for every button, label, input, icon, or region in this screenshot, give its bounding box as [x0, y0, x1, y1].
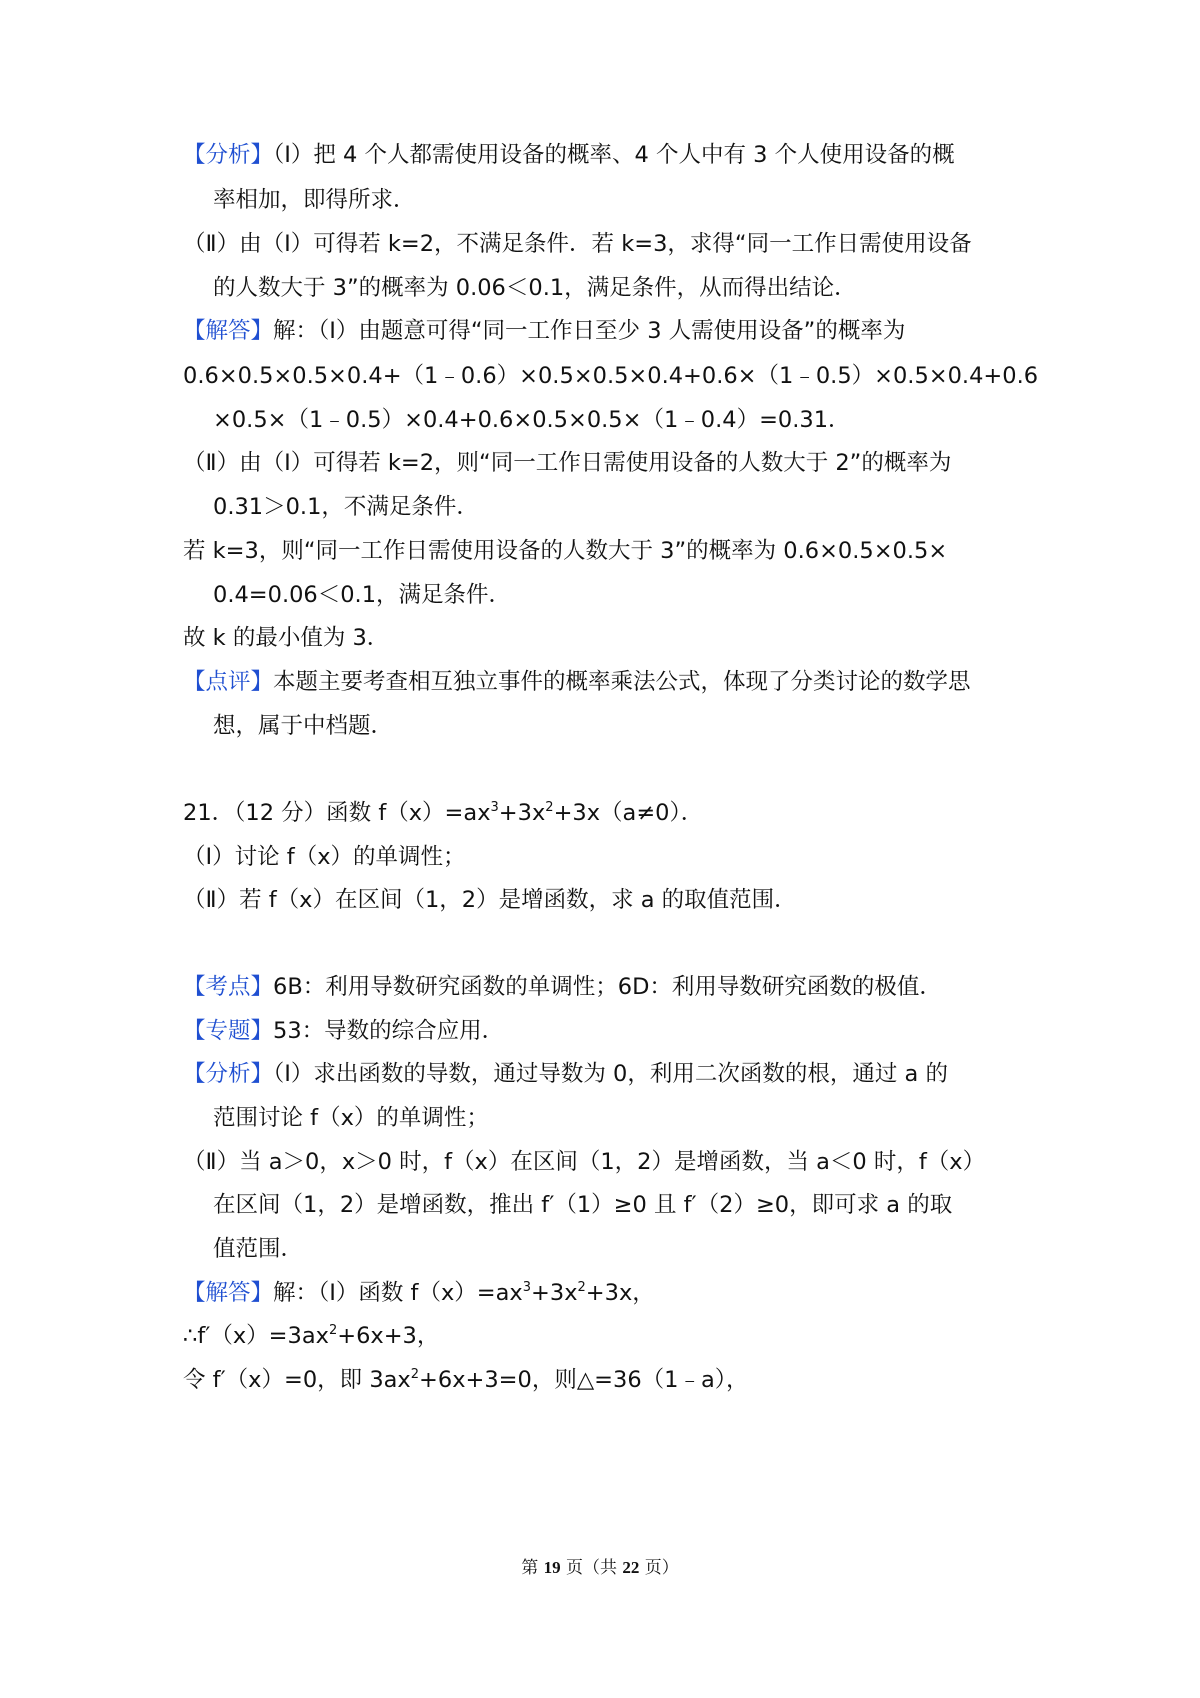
text: （Ⅰ）把 4 个人都需使用设备的概率、4 个人中有 3 个人使用设备的概	[273, 142, 955, 168]
solution-line-6: 若 k=3，则“同一工作日需使用设备的人数大于 3”的概率为 0.6×0.5×0.5×	[183, 538, 948, 564]
current-page-number: 19	[543, 1558, 561, 1577]
analysis-line-1	[183, 139, 955, 171]
kaodian-line	[183, 971, 942, 1003]
q21-solution-line-3	[183, 1364, 749, 1396]
analysis-line-3: （Ⅱ）由（Ⅰ）可得若 k=2，不满足条件．若 k=3，求得“同一工作日需使用设备	[183, 231, 972, 257]
analysis-tag: 【分析】	[183, 142, 274, 168]
q21-analysis-line-5: 值范围．	[213, 1236, 304, 1262]
text: 53：导数的综合应用．	[273, 1018, 505, 1044]
text: +3x（a≠0）．	[553, 800, 704, 826]
analysis-line-4: 的人数大于 3”的概率为 0.06＜0.1，满足条件，从而得出结论．	[213, 275, 857, 301]
text: 6B：利用导数研究函数的单调性；6D：利用导数研究函数的极值．	[273, 974, 942, 1000]
solution-tag: 【解答】	[183, 1280, 274, 1306]
footer-text: 页）	[639, 1558, 679, 1578]
q21-analysis-line-1	[183, 1058, 948, 1090]
comment-line-1	[183, 666, 971, 698]
page-footer	[0, 1553, 1200, 1578]
solution-line-5: 0.31＞0.1，不满足条件．	[213, 494, 479, 520]
exponent: 3	[522, 1280, 532, 1295]
comment-tag: 【点评】	[183, 669, 274, 695]
q21-analysis-line-4: 在区间（1，2）是增函数，推出 f′（1）≥0 且 f′（2）≥0，即可求 a 的取	[213, 1192, 953, 1218]
text: 解：（Ⅰ）由题意可得“同一工作日至少 3 人需使用设备”的概率为	[273, 318, 906, 344]
q21-part-1: （Ⅰ）讨论 f（x）的单调性；	[183, 844, 466, 870]
exponent: 2	[577, 1280, 586, 1295]
total-page-number: 22	[622, 1558, 640, 1577]
q21-solution-line-1	[183, 1277, 655, 1309]
solution-line-3: ×0.5×（1﹣0.5）×0.4+0.6×0.5×0.5×（1﹣0.4）=0.31．	[213, 407, 851, 433]
q21-analysis-line-2: 范围讨论 f（x）的单调性；	[213, 1105, 489, 1131]
text: +3x	[498, 800, 546, 826]
text: ∴f′（x）=3ax	[183, 1323, 329, 1349]
comment-line-2: 想，属于中档题．	[213, 713, 394, 739]
zhuanti-tag: 【专题】	[183, 1018, 274, 1044]
q21-analysis-line-3: （Ⅱ）当 a＞0，x＞0 时，f（x）在区间（1，2）是增函数，当 a＜0 时，f（x）	[183, 1149, 986, 1175]
exponent: 2	[328, 1323, 338, 1338]
analysis-tag: 【分析】	[183, 1061, 274, 1087]
q21-solution-line-2	[183, 1320, 439, 1352]
solution-tag: 【解答】	[183, 318, 274, 344]
q21-part-2: （Ⅱ）若 f（x）在区间（1，2）是增函数，求 a 的取值范围．	[183, 887, 797, 913]
solution-line-8: 故 k 的最小值为 3．	[183, 625, 390, 651]
text: （Ⅰ）求出函数的导数，通过导数为 0，利用二次函数的根，通过 a 的	[273, 1061, 948, 1087]
text: +3x，	[585, 1280, 655, 1306]
text: +6x+3，	[337, 1323, 440, 1349]
solution-line-4: （Ⅱ）由（Ⅰ）可得若 k=2，则“同一工作日需使用设备的人数大于 2”的概率为	[183, 450, 952, 476]
q21-stem	[183, 797, 703, 829]
exponent: 2	[410, 1367, 420, 1382]
zhuanti-line	[183, 1015, 504, 1047]
text: 本题主要考查相互独立事件的概率乘法公式，体现了分类讨论的数学思	[273, 669, 971, 695]
exponent: 3	[490, 800, 499, 815]
analysis-line-2: 率相加，即得所求．	[213, 187, 416, 213]
text: +3x	[531, 1280, 578, 1306]
footer-text: 第	[521, 1558, 544, 1578]
text: +6x+3=0，则△=36（1﹣a），	[419, 1367, 749, 1393]
footer-text: 页（共	[560, 1558, 623, 1578]
exponent: 2	[545, 800, 554, 815]
solution-line-1	[183, 315, 905, 347]
solution-line-7: 0.4=0.06＜0.1，满足条件．	[213, 582, 512, 608]
text: 21．（12 分）函数 f（x）=ax	[183, 800, 491, 826]
text: 令 f′（x）=0，即 3ax	[183, 1367, 411, 1393]
kaodian-tag: 【考点】	[183, 974, 274, 1000]
text: 解：（Ⅰ）函数 f（x）=ax	[273, 1280, 523, 1306]
solution-line-2: 0.6×0.5×0.5×0.4+（1﹣0.6）×0.5×0.5×0.4+0.6×（1﹣0.5）×0.5×0.4+0.6	[183, 363, 1039, 389]
